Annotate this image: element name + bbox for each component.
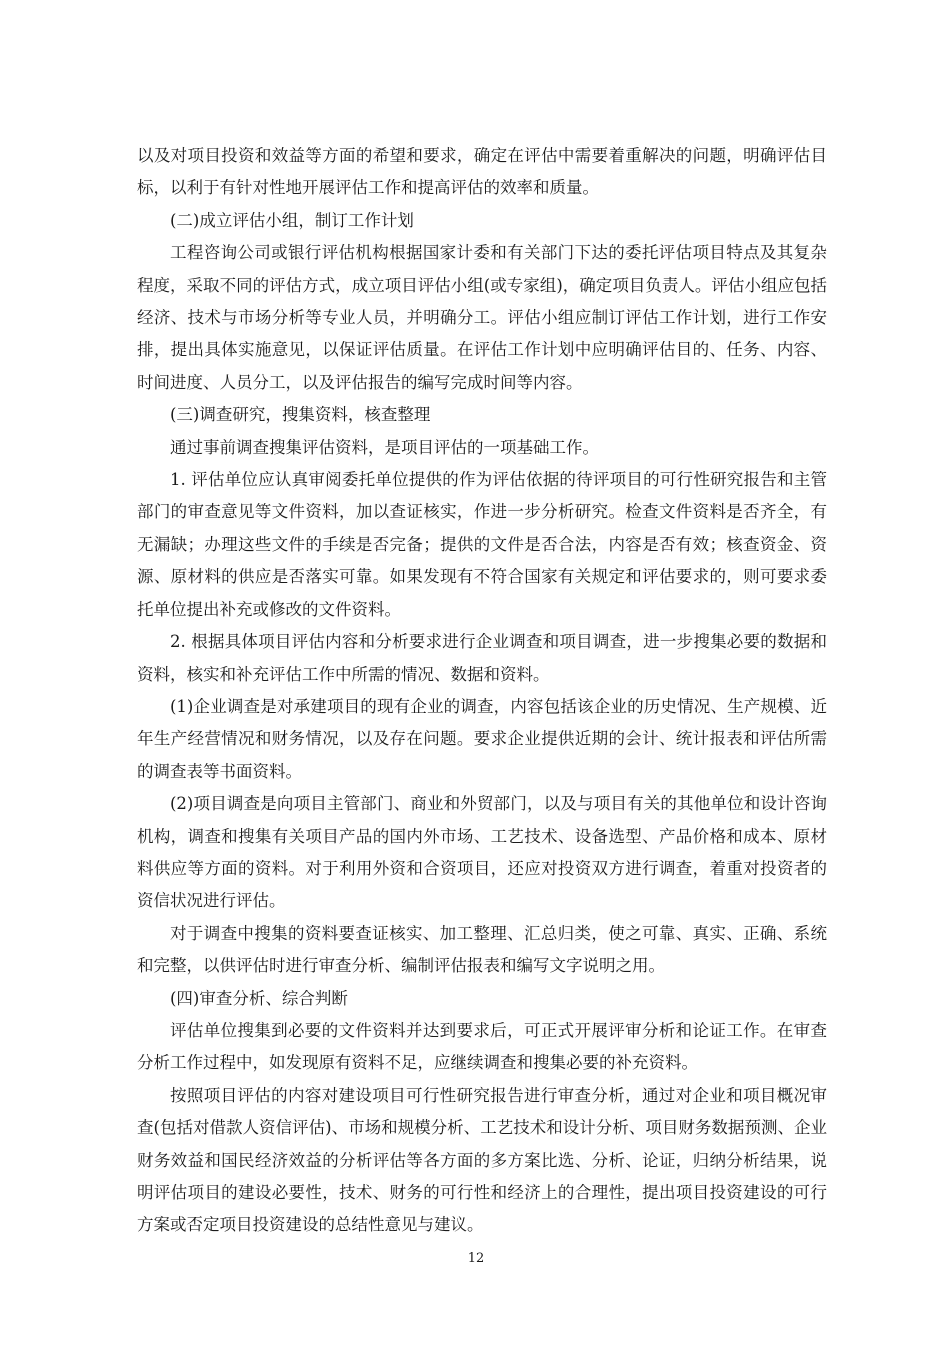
paragraph-continuation: 以及对项目投资和效益等方面的希望和要求，确定在评估中需要着重解决的问题，明确评估目标，以利于有针对性地开展评估工作和提高评估的效率和质量。 (137, 146, 827, 198)
paragraph: 按照项目评估的内容对建设项目可行性研究报告进行审查分析，通过对企业和项目概况审查(包括对借款人资信评估)、市场和规模分析、工艺技术和设计分析、项目财务数据预测、企业财务效益和国民经济效益的分析评估等各方面的多方案比选、分析、论证，归纳分析结果，说明评估项目的建设必要性，技术、财务的可行性和经济上的合理性，提出项目投资建设的可行方案或否定项目投资建设的总结性意见与建议。 (137, 1085, 827, 1235)
page-number: 12 (467, 1251, 485, 1266)
section-heading-4: (四)审查分析、综合判断 (170, 988, 348, 1008)
paragraph: 工程咨询公司或银行评估机构根据国家计委和有关部门下达的委托评估项目特点及其复杂程度，采取不同的评估方式，成立项目评估小组(或专家组)，确定项目负责人。评估小组应包括经济、技术与市场分析等专业人员，并明确分工。评估小组应制订评估工作计划，进行工作安排，提出具体实施意见，以保证评估质量。在评估工作计划中应明确评估目的、任务、内容、时间进度、人员分工，以及评估报告的编写完成时间等内容。 (137, 243, 827, 392)
section-heading-2: (二)成立评估小组，制订工作计划 (170, 210, 414, 230)
paragraph-subitem-2: (2)项目调查是向项目主管部门、商业和外贸部门，以及与项目有关的其他单位和设计咨询机构，调查和搜集有关项目产品的国内外市场、工艺技术、设备选型、产品价格和成本、原材料供应等方面的资料。对于利用外资和合资项目，还应对投资双方进行调查，着重对投资者的资信状况进行评估。 (137, 794, 827, 911)
document-body (137, 140, 827, 1242)
paragraph-item-1: 1. 评估单位应认真审阅委托单位提供的作为评估依据的待评项目的可行性研究报告和主管部门的审查意见等文件资料，加以查证核实，作进一步分析研究。检查文件资料是否齐全，有无漏缺；办理这些文件的手续是否完备；提供的文件是否合法，内容是否有效；核查资金、资源、原材料的供应是否落实可靠。如果发现有不符合国家有关规定和评估要求的，则可要求委托单位提出补充或修改的文件资料。 (137, 470, 827, 619)
section-heading-3: (三)调查研究，搜集资料，核查整理 (170, 405, 431, 425)
paragraph: 通过事前调查搜集评估资料，是项目评估的一项基础工作。 (170, 437, 599, 457)
paragraph-subitem-1: (1)企业调查是对承建项目的现有企业的调查，内容包括该企业的历史情况、生产规模、近年生产经营情况和财务情况，以及存在问题。要求企业提供近期的会计、统计报表和评估所需的调查表等书面资料。 (137, 696, 827, 781)
paragraph: 对于调查中搜集的资料要查证核实、加工整理、汇总归类，使之可靠、真实、正确、系统和完整，以供评估时进行审查分析、编制评估报表和编写文字说明之用。 (137, 923, 827, 976)
paragraph: 评估单位搜集到必要的文件资料并达到要求后，可正式开展评审分析和论证工作。在审查分析工作过程中，如发现原有资料不足，应继续调查和搜集必要的补充资料。 (137, 1020, 827, 1073)
paragraph-item-2: 2. 根据具体项目评估内容和分析要求进行企业调查和项目调查，进一步搜集必要的数据和资料，核实和补充评估工作中所需的情况、数据和资料。 (137, 632, 827, 684)
